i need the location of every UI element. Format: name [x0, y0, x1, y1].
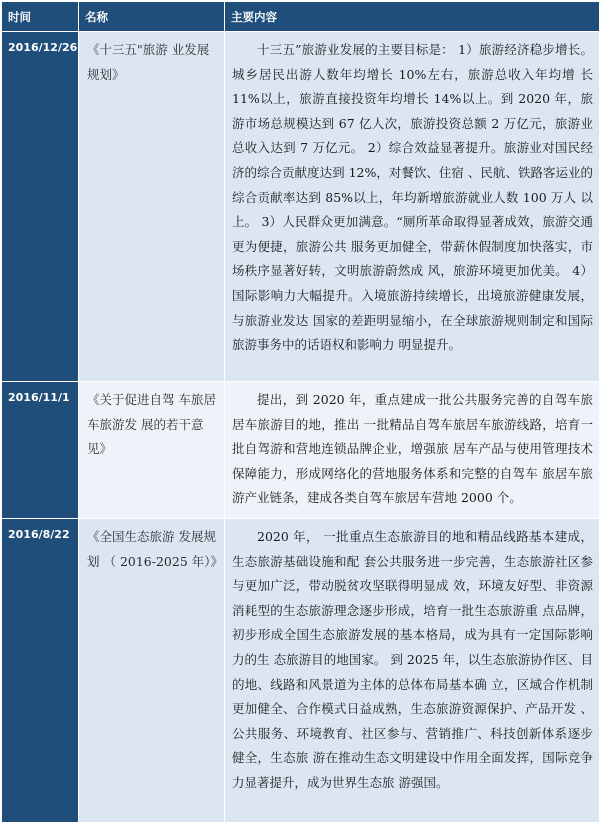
table-row	[2, 32, 600, 382]
table-row	[2, 519, 600, 823]
row-policy-name: 《关于促进自驾 车旅居车旅游发 展的若干意见》	[79, 382, 225, 519]
table-body	[2, 32, 600, 823]
header-time: 时间	[2, 2, 79, 32]
row-main-content: 十三五”旅游业发展的主要目标是： 1）旅游经济稳步增长。城乡居民出游人数年均增长 10%左右，旅游总收入年均增 长 11%以上，旅游直接投资年均增长 14%以上。到 2020 年，旅游市场总规模达到 67 亿人次，旅游投资总额 2 万亿元，旅游业总收入达到 7 万亿元。 2）综合效益显著提升。旅游业对国民经济的综合贡献度达到 12%，对餐饮、住宿 、民航、铁路客运业的综合贡献率达到 85%以上，年均新增旅游就业人数 100 万人 以上。 3）人民群众更加满意。“厕所革命取得显著成效，旅游交通更为便捷，旅游公共 服务更加健全，带薪休假制度加快落实，市场秩序显著好转，文明旅游蔚然成 风，旅游环境更加优美。 4）国际影响力大幅提升。入境旅游持续增长，出境旅游健康发展，与旅游业发达 国家的差距明显缩小，在全球旅游规则制定和国际旅游事务中的话语权和影响力 明显提升。	[225, 32, 600, 382]
header-name: 名称	[79, 2, 225, 32]
policy-table	[1, 1, 600, 823]
row-policy-name: 《十三五"旅游 业发展规划》	[79, 32, 225, 382]
row-date: 2016/8/22	[2, 519, 79, 823]
row-main-content: 提出，到 2020 年，重点建成一批公共服务完善的自驾车旅居车旅游目的地，推出 一批精品自驾车旅居车旅游线路，培育一批自驾游和营地连锁品牌企业，增强旅 居车产品与使用管理技术保障能力，形成网络化的营地服务体系和完整的自驾车 旅居车旅游产业链条，建成各类自驾车旅居车营地 2000 个。	[225, 382, 600, 519]
row-date: 2016/12/26	[2, 32, 79, 382]
header-content: 主要内容	[225, 2, 600, 32]
row-policy-name: 《全国生态旅游 发展规划 （ 2016-2025 年）》	[79, 519, 225, 823]
row-main-content: 2020 年， 一批重点生态旅游目的地和精品线路基本建成，生态旅游基础设施和配 套公共服务进一步完善，生态旅游社区参与更加广泛，带动脱贫攻坚联得明显成 效，环境友好型、非资源消耗型的生态旅游理念逐步形成，培育一批生态旅游重 点品牌，初步形成全国生态旅游发展的基本格局，成为具有一定国际影响力的生 态旅游目的地国家。 到 2025 年，以生态旅游协作区、目的地、线路和风景道为主体的总体布局基本确 立，区域合作机制更加健全、合作模式日益成熟，生态旅游资源保护、产品开发 、公共服务、环境教育、社区参与、营销推广、科技创新体系逐步健全，生态旅 游在推动生态文明建设中作用全面发挥，国际竞争力显著提升，成为世界生态旅 游强国。	[225, 519, 600, 823]
table-row	[2, 382, 600, 519]
header-row	[2, 2, 600, 32]
row-date: 2016/11/1	[2, 382, 79, 519]
table-header	[2, 2, 600, 32]
